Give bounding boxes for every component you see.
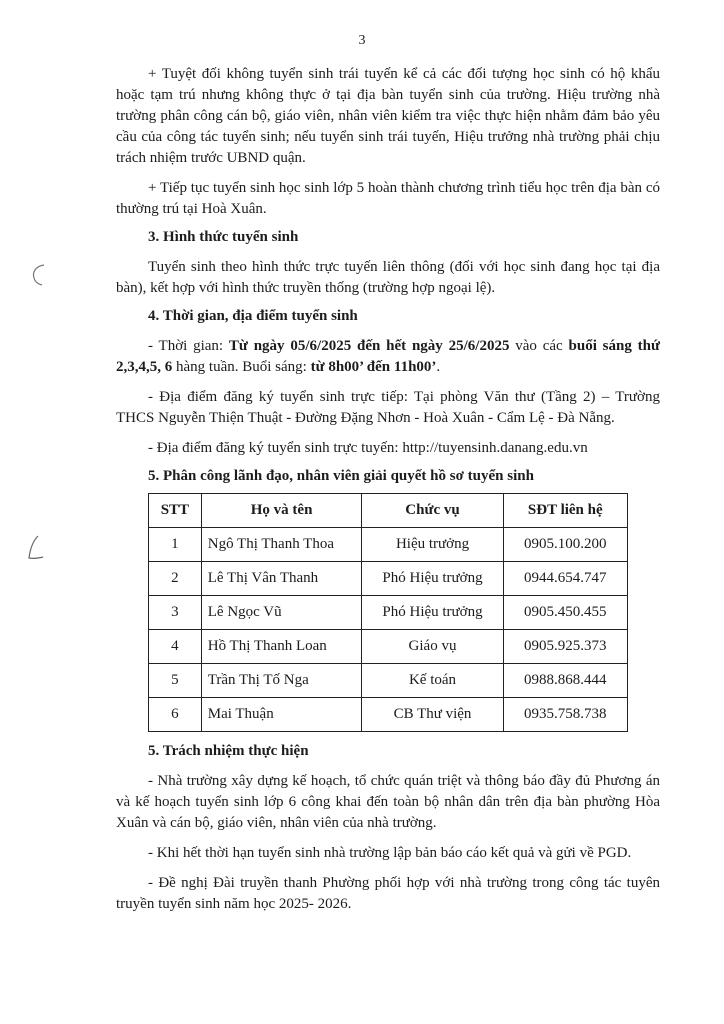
document-body [116,64,660,915]
table-cell: Trần Thị Tố Nga [201,664,362,698]
margin-pen-mark [26,262,50,288]
bold-run: từ 8h00’ đến 11h00’ [310,359,437,375]
table-cell: Giáo vụ [362,630,503,664]
bold-run: Từ ngày 05/6/2025 đến hết ngày 25/6/2025 [228,338,510,354]
place-online-paragraph: - Địa điểm đăng ký tuyển sinh trực tuyến: http://tuyensinh.danang.edu.vn [148,440,588,456]
table-cell: 0935.758.738 [503,698,627,732]
bold-run: buổi sáng thứ 2,3,4,5, 6 [116,338,661,375]
table-cell: 2 [149,562,202,596]
text-run: hàng tuần. Buổi sáng: [172,359,311,375]
table-cell: 0905.100.200 [503,528,627,562]
column-header: STT [149,494,202,528]
section-heading: 5. Trách nhiệm thực hiện [148,743,309,759]
table-cell: Hồ Thị Thanh Loan [201,630,362,664]
table-cell: 1 [149,528,202,562]
table-cell: CB Thư viện [362,698,503,732]
table-row [149,698,628,732]
page-number: 3 [358,33,366,48]
table-cell: 3 [149,596,202,630]
intro-paragraph: + Tiếp tục tuyển sinh học sinh lớp 5 hoàn thành chương trình tiểu học trên địa bàn có thường trú tại Hoà Xuân. [116,180,660,217]
text-run: - Thời gian: [148,338,229,354]
table-cell: Phó Hiệu trưởng [362,596,503,630]
section-heading: 3. Hình thức tuyển sinh [148,229,299,245]
time-paragraph [116,336,660,378]
table-cell: 4 [149,630,202,664]
section-heading: 4. Thời gian, địa điểm tuyển sinh [148,308,358,324]
table-row [149,596,628,630]
table-cell: Phó Hiệu trưởng [362,562,503,596]
table-cell: Ngô Thị Thanh Thoa [201,528,362,562]
table-cell: 6 [149,698,202,732]
margin-pen-mark [22,534,46,564]
table-row [149,562,628,596]
table-row [149,630,628,664]
table-cell: 0944.654.747 [503,562,627,596]
table-cell: Lê Ngọc Vũ [201,596,362,630]
table-row [149,664,628,698]
column-header: Chức vụ [362,494,503,528]
section-heading: 5. Phân công lãnh đạo, nhân viên giải quyết hồ sơ tuyển sinh [148,468,534,484]
table-cell: 0905.450.455 [503,596,627,630]
table-cell: Kế toán [362,664,503,698]
section-paragraph: Tuyển sinh theo hình thức trực tuyến liên thông (đối với học sinh đang học tại địa bàn), kết hợp với hình thức truyền thống (trường hợp ngoại lệ). [116,259,660,296]
table-cell: 0905.925.373 [503,630,627,664]
responsibility-item: - Khi hết thời hạn tuyển sinh nhà trường lập bản báo cáo kết quả và gửi về PGD. [148,845,632,861]
table-cell: Lê Thị Vân Thanh [201,562,362,596]
column-header: SĐT liên hệ [503,494,627,528]
column-header: Họ và tên [201,494,362,528]
text-run: vào các [509,338,569,354]
responsibility-item: - Nhà trường xây dựng kế hoạch, tổ chức quán triệt và thông báo đầy đủ Phương án và kế hoạch tuyển sinh lớp 6 công khai đến toàn bộ nhân dân trên địa bàn phường Hòa Xuân và cán bộ, giáo viên, nhân viên của nhà trường. [116,773,660,831]
intro-paragraph: + Tuyệt đối không tuyển sinh trái tuyến kể cả các đối tượng học sinh có hộ khẩu hoặc tạm trú nhưng không thực ở tại địa bàn tuyển sinh của trường. Hiệu trường nhà trường phân công cán bộ, giáo viên, nhân viên kiểm tra việc thực hiện nhằm đảm bảo yêu cầu của công tác tuyển sinh; nếu tuyển sinh trái tuyến, Hiệu trưởng nhà trường phải chịu trách nhiệm trước UBND quận. [116,66,660,166]
responsibility-item: - Đề nghị Đài truyền thanh Phường phối hợp với nhà trường trong công tác tuyên truyền tuyển sinh năm học 2025- 2026. [116,875,660,912]
table-row [149,528,628,562]
table-cell: Hiệu trưởng [362,528,503,562]
table-cell: 0988.868.444 [503,664,627,698]
text-run: . [436,359,441,375]
table-cell: 5 [149,664,202,698]
place-direct-paragraph: - Địa điểm đăng ký tuyển sinh trực tiếp: Tại phòng Văn thư (Tầng 2) – Trường THCS Nguyễn Thiện Thuật - Đường Đặng Nhơn - Hoà Xuân - Cẩm Lệ - Đà Nẵng. [116,389,660,426]
table-header-row [149,494,628,528]
staff-table [148,493,628,732]
table-cell: Mai Thuận [201,698,362,732]
